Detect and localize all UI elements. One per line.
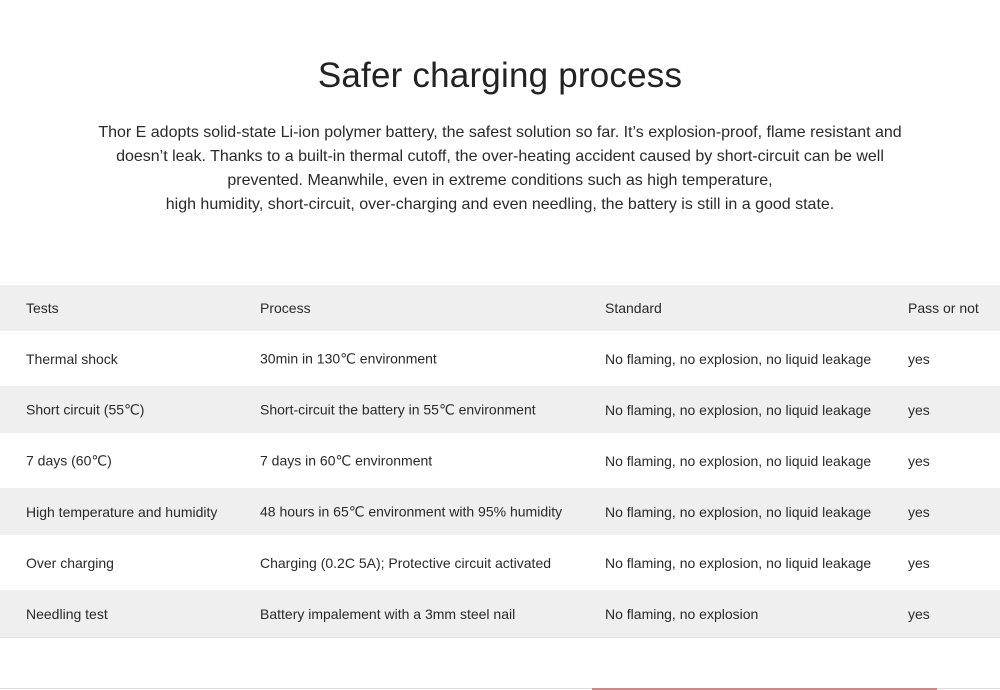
pass-cell: yes bbox=[908, 503, 930, 520]
standard-cell: No flaming, no explosion, no liquid leakage bbox=[605, 401, 872, 418]
process-cell: Battery impalement with a 3mm steel nail bbox=[260, 605, 516, 622]
standard-cell: No flaming, no explosion, no liquid leakage bbox=[605, 452, 872, 469]
process-cell: 7 days in 60℃ environment bbox=[260, 452, 433, 468]
header-process: Process bbox=[260, 300, 311, 316]
intro-line: doesn’t leak. Thanks to a built-in thermal cutoff, the over-heating accident caused by short-circuit can be well bbox=[116, 148, 884, 165]
table-row bbox=[0, 488, 1000, 535]
pass-cell: yes bbox=[908, 350, 930, 367]
intro-line: Thor E adopts solid-state Li-ion polymer battery, the safest solution so far. It’s explosion-proof, flame resistant and bbox=[98, 124, 902, 141]
header-standard: Standard bbox=[605, 300, 662, 316]
test-name-cell: Needling test bbox=[26, 605, 108, 622]
table-row bbox=[0, 331, 1000, 386]
table-row bbox=[0, 386, 1000, 433]
pass-cell: yes bbox=[908, 554, 930, 571]
pass-cell: yes bbox=[908, 452, 930, 469]
process-cell: Charging (0.2C 5A); Protective circuit activated bbox=[260, 554, 552, 571]
standard-cell: No flaming, no explosion, no liquid leakage bbox=[605, 503, 872, 520]
standard-cell: No flaming, no explosion bbox=[605, 605, 759, 622]
header-pass-or-not: Pass or not bbox=[908, 300, 979, 316]
test-name-cell: High temperature and humidity bbox=[26, 503, 218, 520]
intro-line: high humidity, short-circuit, over-charging and even needling, the battery is still in a good state. bbox=[165, 196, 835, 213]
table-row bbox=[0, 535, 1000, 590]
intro-line: prevented. Meanwhile, even in extreme conditions such as high temperature, bbox=[227, 172, 773, 189]
standard-cell: No flaming, no explosion, no liquid leakage bbox=[605, 350, 872, 367]
test-name-cell: Over charging bbox=[26, 554, 114, 571]
process-cell: 48 hours in 65℃ environment with 95% humidity bbox=[260, 503, 563, 519]
intro-paragraph bbox=[80, 121, 920, 217]
table-row bbox=[0, 590, 1000, 637]
standard-cell: No flaming, no explosion, no liquid leakage bbox=[605, 554, 872, 571]
test-name-cell: Thermal shock bbox=[26, 350, 118, 367]
test-name-cell: 7 days (60℃) bbox=[26, 452, 112, 468]
test-name-cell: Short circuit (55℃) bbox=[26, 401, 145, 417]
table-header-row bbox=[0, 285, 1000, 331]
battery-test-table bbox=[0, 285, 1000, 637]
pass-cell: yes bbox=[908, 605, 930, 622]
table-bottom-divider bbox=[0, 637, 1000, 638]
process-cell: Short-circuit the battery in 55℃ environment bbox=[260, 401, 536, 417]
process-cell: 30min in 130℃ environment bbox=[260, 350, 437, 366]
section-title: Safer charging process bbox=[317, 56, 683, 95]
pass-cell: yes bbox=[908, 401, 930, 418]
table-row bbox=[0, 433, 1000, 488]
header-tests: Tests bbox=[26, 300, 59, 316]
